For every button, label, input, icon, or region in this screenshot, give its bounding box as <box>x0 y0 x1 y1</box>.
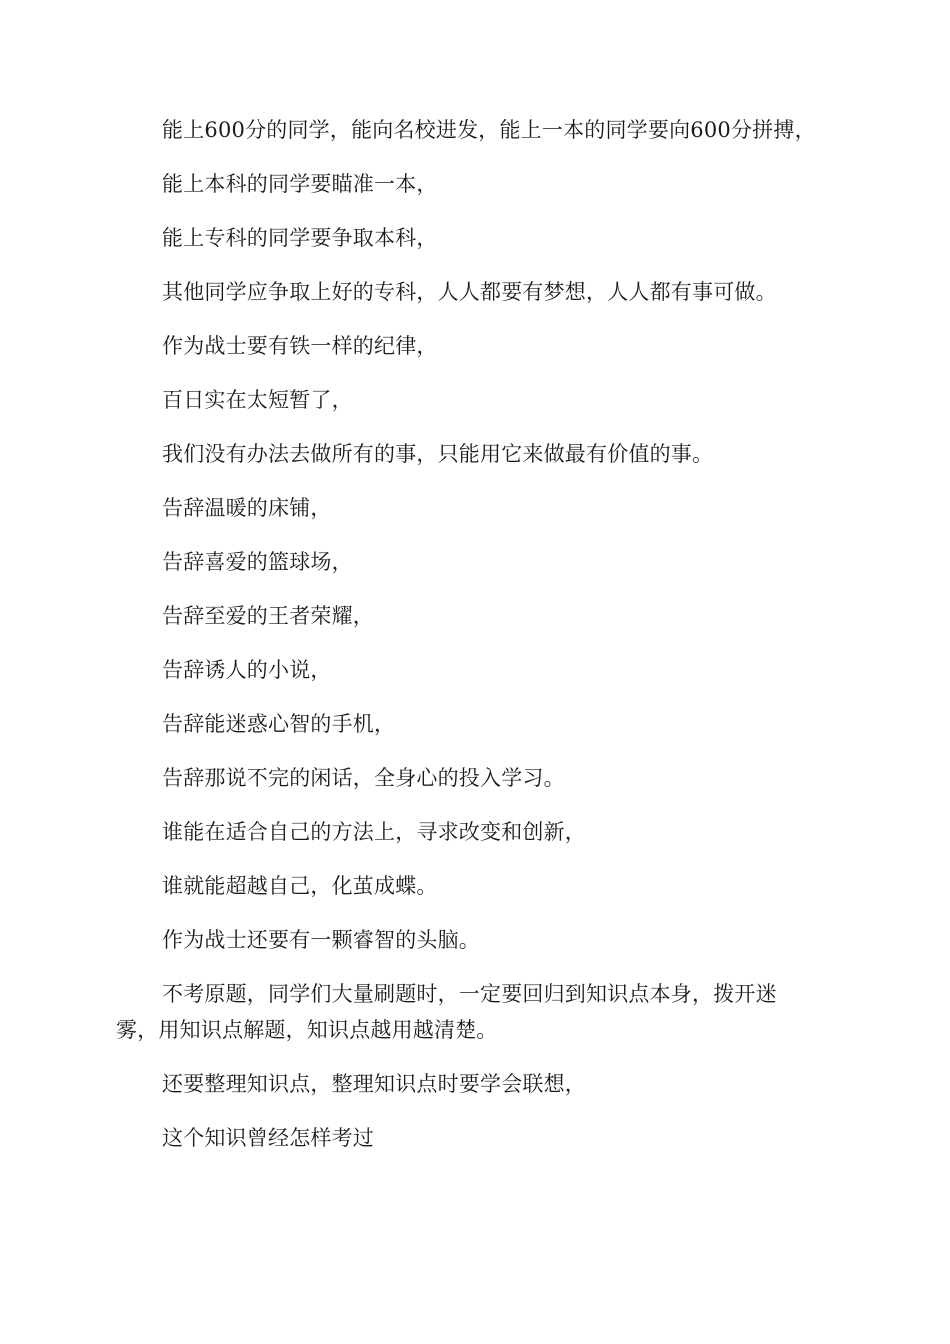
paragraph: 不考原题，同学们大量刷题时，一定要回归到知识点本身，拨开迷雾，用知识点解题，知识点越用越清楚。 <box>116 982 777 1042</box>
paragraph: 其他同学应争取上好的专科，人人都要有梦想，人人都有事可做。 <box>162 280 777 304</box>
paragraph: 告辞诱人的小说， <box>162 658 332 682</box>
paragraph: 能上本科的同学要瞄准一本， <box>162 172 438 196</box>
paragraph: 能上600分的同学，能向名校进发，能上一本的同学要向600分拼搏， <box>162 118 816 142</box>
paragraph: 作为战士要有铁一样的纪律， <box>162 334 438 358</box>
paragraph: 告辞至爱的王者荣耀， <box>162 604 374 628</box>
paragraph: 还要整理知识点，整理知识点时要学会联想， <box>162 1072 586 1096</box>
paragraph: 谁就能超越自己，化茧成蝶。 <box>162 874 438 898</box>
paragraph: 告辞能迷惑心智的手机， <box>162 712 396 736</box>
paragraph: 告辞温暖的床铺， <box>162 496 332 520</box>
paragraph: 谁能在适合自己的方法上，寻求改变和创新， <box>162 820 586 844</box>
paragraph: 作为战士还要有一颗睿智的头脑。 <box>162 928 480 952</box>
paragraph: 百日实在太短暂了， <box>162 388 353 412</box>
paragraph: 告辞喜爱的篮球场， <box>162 550 353 574</box>
paragraph: 我们没有办法去做所有的事，只能用它来做最有价值的事。 <box>162 442 714 466</box>
paragraph: 这个知识曾经怎样考过 <box>162 1126 374 1150</box>
document-body <box>116 112 816 1174</box>
paragraph: 能上专科的同学要争取本科， <box>162 226 438 250</box>
paragraph: 告辞那说不完的闲话，全身心的投入学习。 <box>162 766 565 790</box>
